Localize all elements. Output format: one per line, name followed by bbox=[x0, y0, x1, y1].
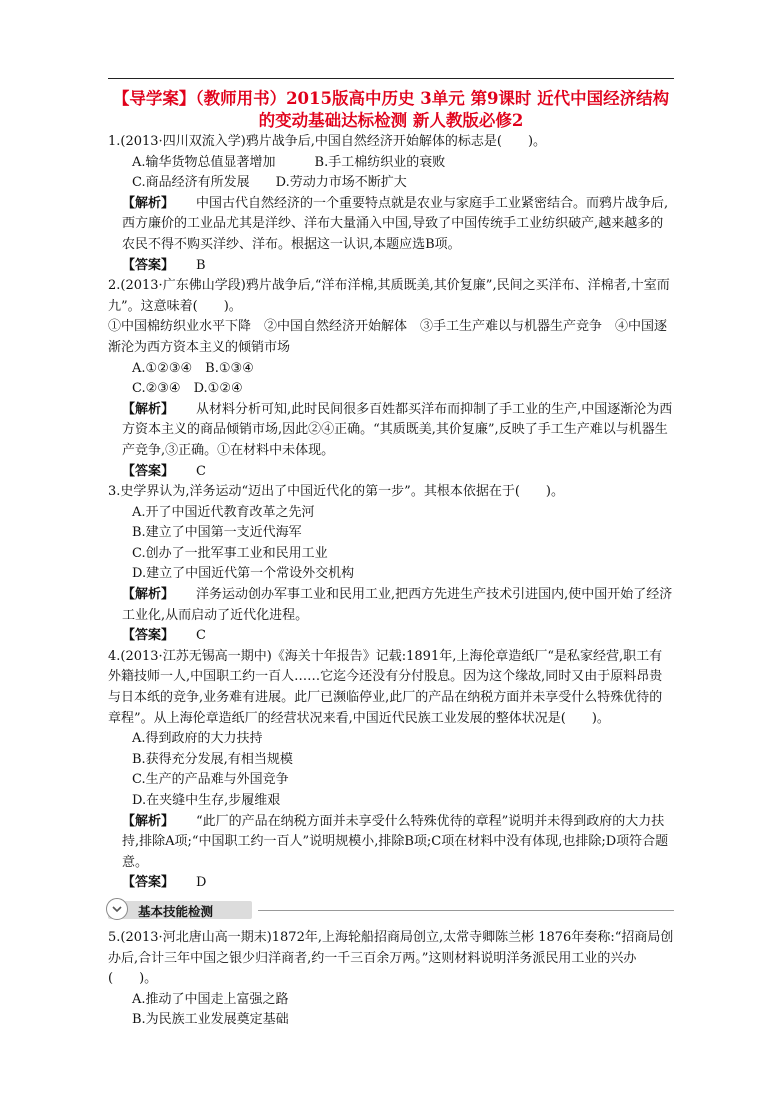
analysis bbox=[108, 194, 674, 256]
analysis bbox=[108, 400, 674, 462]
analysis-text: 从材料分析可知,此时民间很多百姓都买洋布而抑制了手工业的生产,中国逐渐沦为西方资本主义的商品倾销市场,因此②④正确。“其质既美,其价复廉”,反映了手工生产难以与机器生产竞争,③正确。①在材料中未体现。 bbox=[122, 401, 673, 458]
question-5 bbox=[108, 928, 674, 1031]
analysis-label: 【解析】 bbox=[122, 195, 175, 211]
question-4 bbox=[108, 647, 674, 894]
answer-value: D bbox=[196, 875, 207, 891]
option-line: C.生产的产品难与外国竞争 bbox=[132, 772, 289, 788]
section-rule bbox=[258, 910, 674, 911]
answer bbox=[108, 256, 674, 277]
answer-label: 【答案】 bbox=[122, 257, 175, 273]
answer bbox=[108, 873, 674, 894]
option-line: D.在夹缝中生存,步履维艰 bbox=[132, 793, 281, 808]
analysis-label: 【解析】 bbox=[122, 401, 175, 417]
question-2 bbox=[108, 276, 674, 482]
section-label: 基本技能检测 bbox=[138, 903, 214, 919]
answer-value: C bbox=[196, 463, 206, 479]
document-body bbox=[108, 132, 674, 1031]
answer-label: 【答案】 bbox=[122, 875, 175, 891]
question-3 bbox=[108, 482, 674, 647]
answer-label: 【答案】 bbox=[122, 628, 175, 644]
analysis-text: 中国古代自然经济的一个重要特点就是农业与家庭手工业紧密结合。而鸦片战争后,西方廉价的工业品尤其是洋纱、洋布大量涌入中国,导致了中国传统手工业纺织破产,越来越多的农民不得不购买洋纱、洋布。根据这一认识,本题应选B项。 bbox=[122, 195, 669, 252]
option-line: B.获得充分发展,有相当规模 bbox=[132, 751, 293, 767]
option-line: A.输华货物总值显著增加 B.手工棉纺织业的衰败 bbox=[132, 154, 446, 170]
option-line: C.②③④ D.①②④ bbox=[132, 381, 243, 397]
question-stem: 4.(2013·江苏无锡高一期中)《海关十年报告》记载:1891年,上海伦章造纸厂“是私家经营,职工有外籍技师一人,中国职工约一百人……它迄今还没有分付股息。因为这个缘故,同时又由于原料昂贵与日本纸的竞争,业务难有进展。此厂已濒临停业,此厂的产品在纳税方面并未享受什么特殊优待的章程”。从上海伦章造纸厂的经营状况来看,中国近代民族工业发展的整体状况是( )。 bbox=[108, 648, 663, 726]
header-rule bbox=[108, 78, 674, 79]
answer-value: C bbox=[196, 628, 206, 644]
analysis bbox=[108, 812, 674, 874]
option-line: A.开了中国近代教育改革之先河 bbox=[132, 504, 315, 520]
question-stem: 2.(2013·广东佛山学段)鸦片战争后,“洋布洋棉,其质既美,其价复廉”,民间之买洋布、洋棉者,十室而九”。这意味着( )。 bbox=[108, 278, 670, 314]
option-line: D.建立了中国近代第一个常设外交机构 bbox=[132, 566, 355, 582]
question-stem: 1.(2013·四川双流入学)鸦片战争后,中国自然经济开始解体的标志是( )。 bbox=[108, 134, 547, 149]
question-stem: 3.史学界认为,洋务运动“迈出了中国近代化的第一步”。其根本依据在于( )。 bbox=[108, 484, 564, 500]
question-1 bbox=[108, 132, 674, 276]
analysis-label: 【解析】 bbox=[122, 587, 175, 603]
analysis-label: 【解析】 bbox=[122, 813, 175, 829]
option-line: B.建立了中国第一支近代海军 bbox=[132, 525, 302, 541]
option-line: C.商品经济有所发展 D.劳动力市场不断扩大 bbox=[132, 175, 407, 191]
chevron-down-icon bbox=[106, 898, 128, 920]
answer bbox=[108, 626, 674, 647]
analysis bbox=[108, 585, 674, 626]
question-statements: ①中国棉纺织业水平下降 ②中国自然经济开始解体 ③手工生产难以与机器生产竞争 ④中国逐渐沦为西方资本主义的倾销市场 bbox=[108, 319, 668, 355]
analysis-text: “此厂的产品在纳税方面并未享受什么特殊优待的章程”说明并未得到政府的大力扶持,排除A项;“中国职工约一百人”说明规模小,排除B项;C项在材料中没有体现,也排除;D项符合题意。 bbox=[122, 813, 669, 870]
analysis-text: 洋务运动创办军事工业和民用工业,把西方先进生产技术引进国内,使中国开始了经济工业化,从而启动了近代化进程。 bbox=[122, 587, 673, 623]
answer-value: B bbox=[196, 257, 206, 273]
option-line: A.①②③④ B.①③④ bbox=[132, 360, 254, 376]
option-line: A.推动了中国走上富强之路 bbox=[132, 991, 289, 1007]
question-stem: 5.(2013·河北唐山高一期末)1872年,上海轮船招商局创立,太常寺卿陈兰彬 1876年奏称:“招商局创办后,合计三年中国之银少归洋商者,约一千三百余万两。”这则材料说明洋务派民用工业的兴办( )。 bbox=[108, 929, 674, 987]
option-line: C.创办了一批军事工业和民用工业 bbox=[132, 545, 328, 561]
answer bbox=[108, 462, 674, 483]
option-line: B.为民族工业发展奠定基础 bbox=[132, 1012, 289, 1028]
document-title: 【导学案】（教师用书）2015版高中历史 3单元 第9课时 近代中国经济结构的变动基础达标检测 新人教版必修2 bbox=[112, 89, 670, 130]
option-line: A.得到政府的大力扶持 bbox=[132, 731, 263, 747]
answer-label: 【答案】 bbox=[122, 463, 175, 479]
section-header bbox=[108, 898, 674, 922]
